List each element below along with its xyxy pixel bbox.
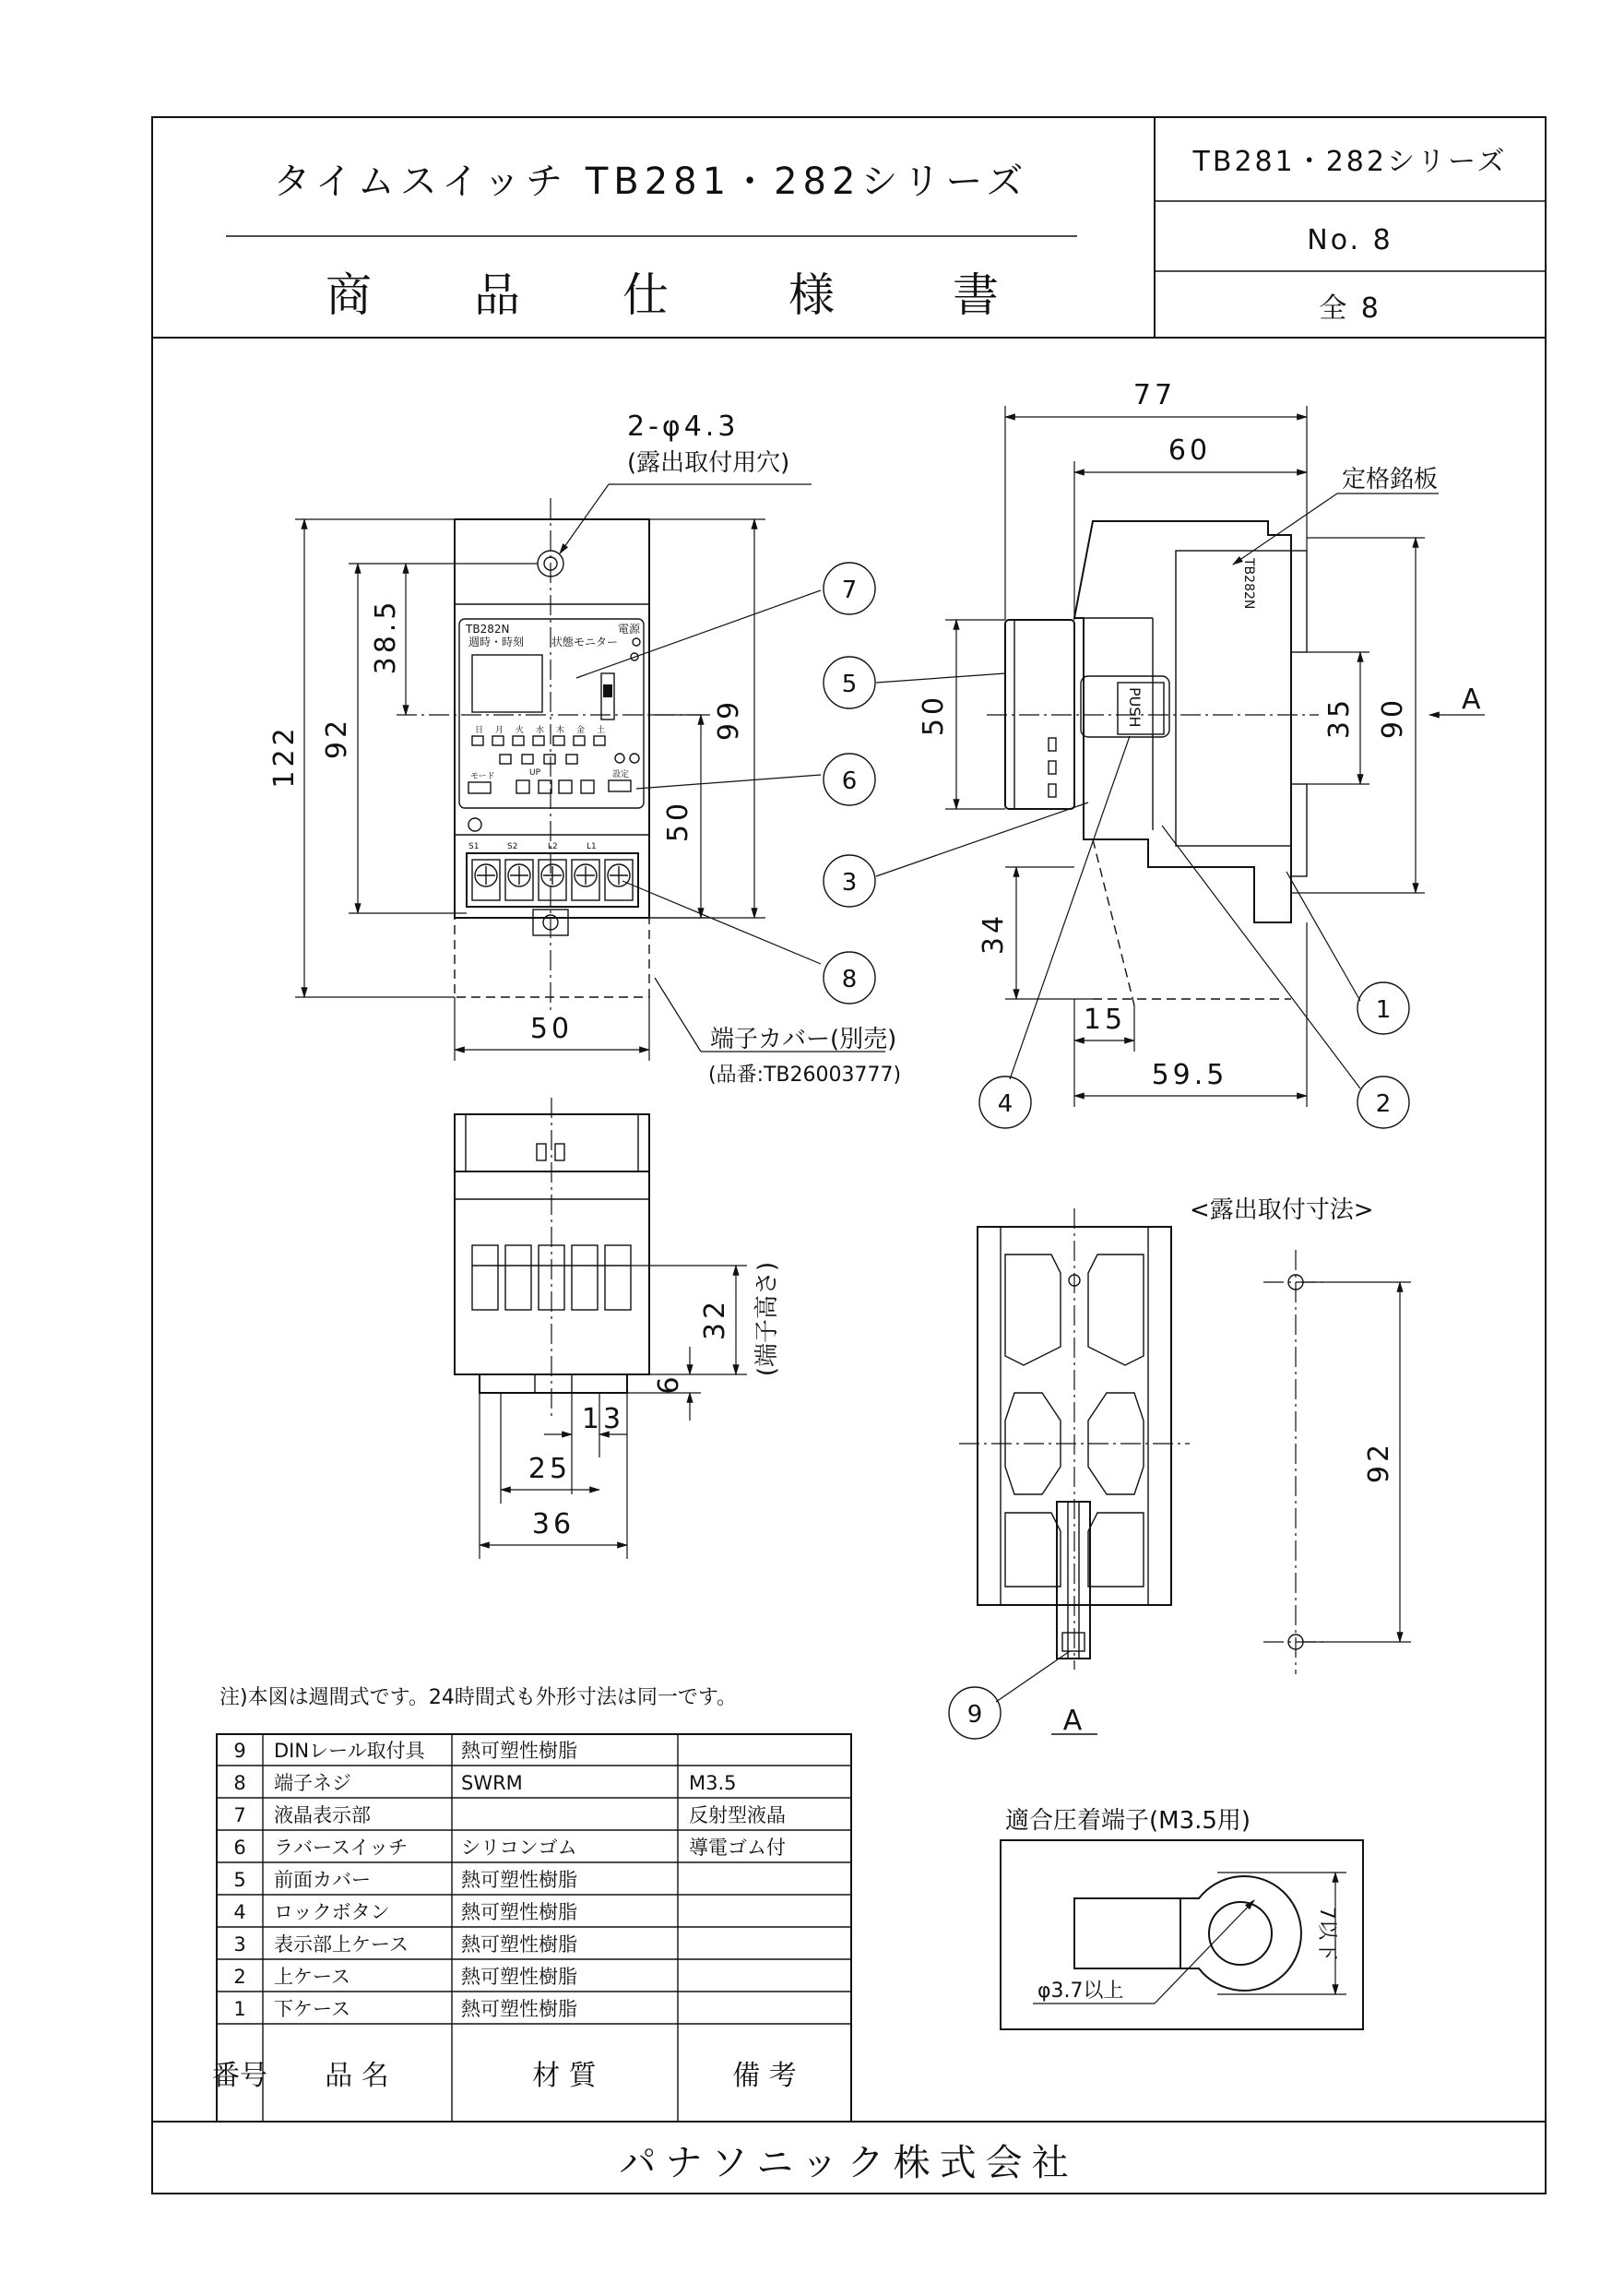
mount-view [959,1196,1411,1737]
day-label-thu: 木 [556,726,565,735]
row-3-name: 表示部上ケース [274,1933,409,1956]
dim-77: 77 [1132,379,1177,411]
row-7-remark: 反射型液晶 [689,1804,786,1826]
mode-button [468,782,491,793]
parts-row-9 [233,1740,577,1762]
bottom-din-rail [480,1374,627,1393]
parts-table [212,1734,851,2122]
dim-50-horizontal: 50 [529,1013,574,1045]
row-9-no: 9 [233,1740,246,1762]
dim-59-5: 59.5 [1151,1059,1228,1091]
terminal-label-s2: S2 [507,842,518,851]
crimp-hole [1209,1902,1272,1965]
parts-row-3 [233,1933,577,1956]
dim-13: 13 [581,1403,625,1435]
row-8-material: SWRM [461,1772,523,1794]
dim-25: 25 [528,1453,572,1485]
parts-row-6 [233,1837,786,1859]
row-7-no: 7 [233,1804,246,1826]
doc-type-char-2: 品 [474,268,520,322]
dim-50-side: 50 [918,693,950,737]
callout-2-label: 2 [1375,1090,1392,1118]
parts-row-8 [233,1772,736,1794]
terminal-label-s1: S1 [468,842,480,851]
drawing-note: 注)本図は週間式です。24時間式も外形寸法は同一です。 [219,1686,738,1709]
dim-60: 60 [1168,434,1212,467]
dim-32: 32 [699,1297,731,1341]
header-material: 材 質 [532,2060,597,2092]
day-label-sat: 土 [597,726,606,735]
up-button [516,780,529,793]
panel-timer-label: 週時・時刻 [468,636,525,648]
dim-32-note: (端子高さ) [753,1261,781,1377]
terminal-label-l2: L2 [548,842,558,851]
row-4-material: 熱可塑性樹脂 [461,1901,577,1923]
panel-model-label: TB282N [466,623,510,636]
dim-90: 90 [1377,696,1409,740]
side-body-outline [1074,521,1291,922]
company-name: パナソニック株式会社 [619,2142,1078,2184]
page-number: No. 8 [1307,224,1393,256]
parts-row-5 [233,1869,577,1891]
day-label-wed: 水 [536,726,545,735]
dim-36: 36 [531,1508,575,1540]
lock-button [1081,676,1169,737]
side-view [876,379,1485,1107]
callout-7-label: 7 [841,577,858,604]
series-name: TB281・282シリーズ [1192,146,1508,178]
mount-view-title: <露出取付寸法> [1190,1196,1374,1224]
row-6-name: ラバースイッチ [274,1837,409,1859]
crimp-terminal [1001,1807,1363,2029]
panel-power-label: 電源 [618,623,641,636]
row-5-material: 熱可塑性樹脂 [461,1869,577,1891]
push-label: PUSH [1126,687,1144,728]
day-label-sun: 日 [475,726,484,735]
row-4-name: ロックボタン [274,1901,390,1923]
row-5-no: 5 [233,1869,246,1891]
callout-4-label: 4 [997,1090,1014,1118]
doc-type-char-1: 商 [326,268,372,322]
dim-92-front: 92 [321,716,353,760]
terminal-cover-part: (品番:TB26003777) [708,1064,902,1087]
doc-type-char-3: 仕 [622,268,669,322]
day-label-tue: 火 [516,726,525,735]
mode-button-label: モード [470,772,495,781]
parts-row-2 [233,1966,577,1988]
doc-type-char-4: 様 [788,268,835,322]
front-view [268,410,901,1087]
front-body-outline [455,519,649,918]
dim-122: 122 [268,724,301,789]
set-button-label: 設定 [612,770,630,779]
product-title: タイムスイッチ TB281・282シリーズ [273,161,1029,203]
parts-row-1 [233,1998,577,2020]
day-label-fri: 金 [576,726,586,735]
parts-row-7 [233,1804,786,1826]
crimp-dim-hole: φ3.7以上 [1037,1980,1124,2003]
callouts [824,563,1409,1739]
crimp-sleeve [1074,1898,1180,1968]
crimp-terminal-title: 適合圧着端子(M3.5用) [1005,1807,1251,1835]
nameplate-label: 定格銘板 [1342,466,1439,493]
row-7-name: 液晶表示部 [274,1804,371,1826]
view-arrow-a: A [1462,684,1485,716]
dim-35: 35 [1323,696,1356,740]
parts-row-4 [233,1901,577,1923]
row-6-remark: 導電ゴム付 [689,1837,786,1859]
crimp-ring [1180,1876,1301,1991]
row-1-no: 1 [233,1998,246,2020]
up-button-label: UP [529,768,541,778]
row-1-name: 下ケース [274,1998,350,2020]
hole-note: (露出取付用穴) [627,449,790,477]
callout-3-label: 3 [841,869,858,897]
dim-50-vertical: 50 [662,799,694,843]
header-number: 番号 [212,2060,267,2092]
terminal-screws [472,860,633,900]
dim-6: 6 [653,1373,685,1395]
set-button [609,780,631,791]
row-9-name: DINレール取付具 [274,1740,425,1762]
doc-type-char-5: 書 [953,268,999,322]
row-2-no: 2 [233,1966,246,1988]
dim-15: 15 [1083,1004,1127,1036]
terminal-label-l1: L1 [587,842,597,851]
dim-38-5: 38.5 [370,598,402,675]
power-led [633,638,640,646]
callout-8-label: 8 [841,966,858,993]
row-2-name: 上ケース [274,1966,350,1988]
hole-dim: 2-φ4.3 [627,410,740,443]
row-8-remark: M3.5 [689,1772,737,1794]
header-remark: 備 考 [732,2060,797,2092]
row-6-no: 6 [233,1837,246,1859]
header-name: 品 名 [325,2060,389,2092]
bottom-view [455,1098,781,1559]
row-6-material: シリコンゴム [461,1837,577,1859]
parts-table-header [212,2060,797,2092]
dim-99: 99 [713,697,745,742]
terminal-cover-note: 端子カバー(別売) [710,1026,897,1053]
row-9-material: 熱可塑性樹脂 [461,1740,577,1762]
panel-monitor-label: 状態モニター [551,636,619,648]
callout-9-label: 9 [966,1701,983,1729]
row-8-name: 端子ネジ [274,1772,351,1794]
lcd-display [472,655,542,712]
side-upper-case [1176,551,1291,846]
mount-dim-92: 92 [1363,1440,1395,1484]
callout-1-label: 1 [1375,996,1392,1024]
callout-5-label: 5 [841,671,858,698]
row-1-material: 熱可塑性樹脂 [461,1998,577,2020]
row-2-material: 熱可塑性樹脂 [461,1966,577,1988]
nameplate-model: TB282N [1241,558,1256,610]
row-8-no: 8 [233,1772,246,1794]
row-3-no: 3 [233,1933,246,1956]
row-5-name: 前面カバー [274,1869,371,1891]
day-buttons [472,724,639,764]
total-pages: 全 8 [1319,292,1381,325]
day-label-mon: 月 [495,726,504,735]
mount-view-label: A [1062,1705,1086,1737]
dim-34: 34 [978,911,1010,956]
row-3-material: 熱可塑性樹脂 [461,1933,577,1956]
crimp-dim-width: 7以下 [1315,1907,1338,1960]
row-4-no: 4 [233,1901,246,1923]
callout-6-label: 6 [841,767,858,795]
